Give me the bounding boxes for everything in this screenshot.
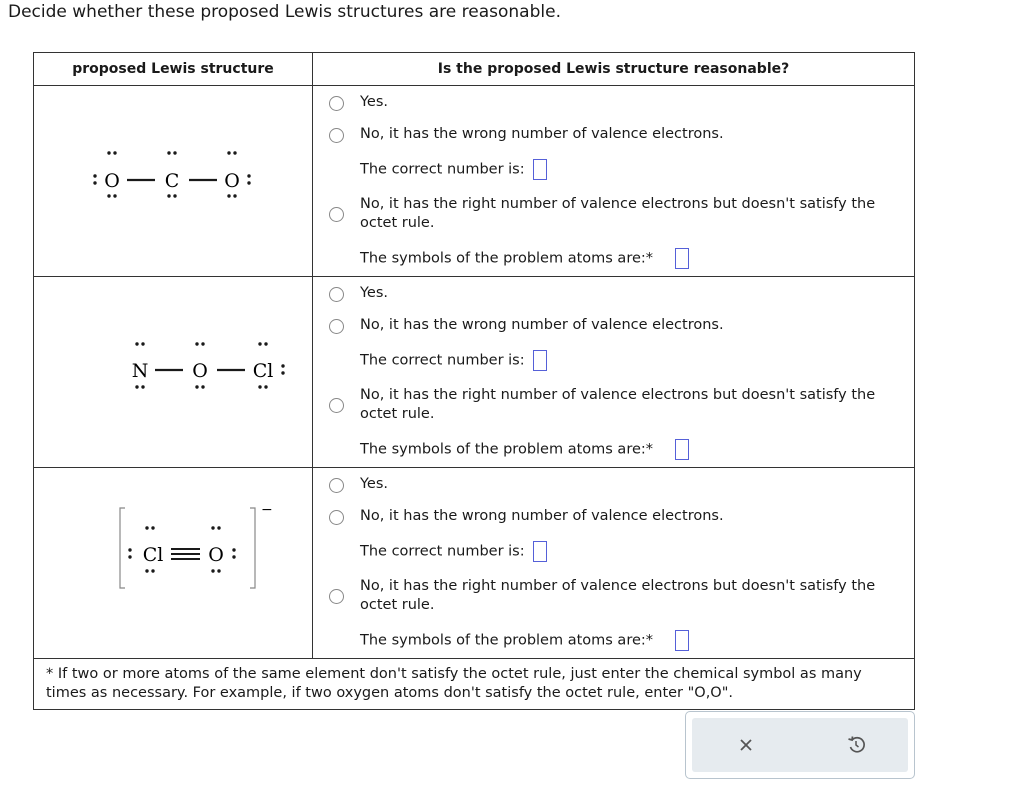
option-wrong-valence-1: No, it has the wrong number of valence electrons.	[360, 126, 724, 142]
lewis-structure-2	[34, 277, 312, 467]
atom-1-3: O	[224, 170, 240, 192]
option-yes-3: Yes.	[360, 476, 389, 492]
footnote-line-2: times as necessary. For example, if two oxygen atoms don't satisfy the octet rule, enter "O,O".	[46, 685, 734, 701]
option-wrong-valence-3: No, it has the wrong number of valence electrons.	[360, 508, 724, 524]
radio-octet-2[interactable]	[329, 398, 344, 413]
atom-2-2: O	[192, 360, 208, 382]
atom-1-1: O	[104, 170, 120, 192]
correct-number-label-2: The correct number is:	[360, 352, 525, 369]
option-yes-1: Yes.	[360, 94, 389, 110]
radio-yes-2[interactable]	[329, 287, 344, 302]
problem-atoms-label-1: The symbols of the problem atoms are:*	[360, 250, 654, 267]
option-octet-line1-3: No, it has the right number of valence electrons but doesn't satisfy the	[360, 578, 876, 594]
undo-icon	[846, 735, 866, 755]
question-row-1	[34, 86, 915, 277]
lewis-table	[33, 52, 915, 710]
radio-yes-3[interactable]	[329, 478, 344, 493]
problem-atoms-label-2: The symbols of the problem atoms are:*	[360, 441, 654, 458]
option-octet-line1-1: No, it has the right number of valence electrons but doesn't satisfy the	[360, 196, 876, 212]
footnote	[34, 659, 915, 710]
radio-yes-1[interactable]	[329, 96, 344, 111]
problem-atoms-line-1	[360, 248, 689, 269]
problem-atoms-input-3[interactable]	[675, 630, 689, 651]
problem-atoms-line-2	[360, 439, 689, 460]
footnote-line-1: * If two or more atoms of the same element don't satisfy the octet rule, just enter the chemical symbol as many	[46, 666, 862, 682]
option-yes-2: Yes.	[360, 285, 389, 301]
atom-1-2: C	[164, 170, 180, 192]
problem-atoms-line-3	[360, 630, 689, 651]
page-title: Decide whether these proposed Lewis structures are reasonable.	[8, 2, 561, 22]
problem-atoms-input-1[interactable]	[675, 248, 689, 269]
lewis-structure-1	[34, 86, 312, 276]
header-question: Is the proposed Lewis structure reasonable?	[313, 53, 915, 86]
radio-wrong-valence-2[interactable]	[329, 319, 344, 334]
correct-number-label-1: The correct number is:	[360, 161, 525, 178]
option-octet-line2-1: octet rule.	[360, 215, 435, 231]
radio-octet-3[interactable]	[329, 589, 344, 604]
problem-atoms-label-3: The symbols of the problem atoms are:*	[360, 632, 654, 649]
atom-2-3: Cl	[252, 360, 274, 382]
atom-3-2: O	[208, 544, 224, 566]
ion-charge: −	[261, 502, 273, 518]
header-structure: proposed Lewis structure	[34, 53, 313, 86]
atom-2-1: N	[131, 360, 149, 382]
correct-number-label-3: The correct number is:	[360, 543, 525, 560]
radio-wrong-valence-3[interactable]	[329, 510, 344, 525]
correct-number-line-2	[360, 350, 547, 371]
option-octet-line2-2: octet rule.	[360, 406, 435, 422]
correct-number-line-1	[360, 159, 547, 180]
question-row-3	[34, 468, 915, 659]
lewis-structure-3	[34, 468, 312, 658]
close-icon	[738, 737, 754, 753]
option-octet-line1-2: No, it has the right number of valence electrons but doesn't satisfy the	[360, 387, 876, 403]
option-octet-line2-3: octet rule.	[360, 597, 435, 613]
radio-octet-1[interactable]	[329, 207, 344, 222]
correct-number-input-3[interactable]	[533, 541, 547, 562]
question-row-2	[34, 277, 915, 468]
correct-number-input-2[interactable]	[533, 350, 547, 371]
undo-button[interactable]	[842, 731, 870, 759]
atom-3-1: Cl	[142, 544, 164, 566]
radio-wrong-valence-1[interactable]	[329, 128, 344, 143]
action-panel	[685, 711, 915, 779]
clear-button[interactable]	[732, 731, 760, 759]
option-wrong-valence-2: No, it has the wrong number of valence electrons.	[360, 317, 724, 333]
correct-number-line-3	[360, 541, 547, 562]
problem-atoms-input-2[interactable]	[675, 439, 689, 460]
correct-number-input-1[interactable]	[533, 159, 547, 180]
